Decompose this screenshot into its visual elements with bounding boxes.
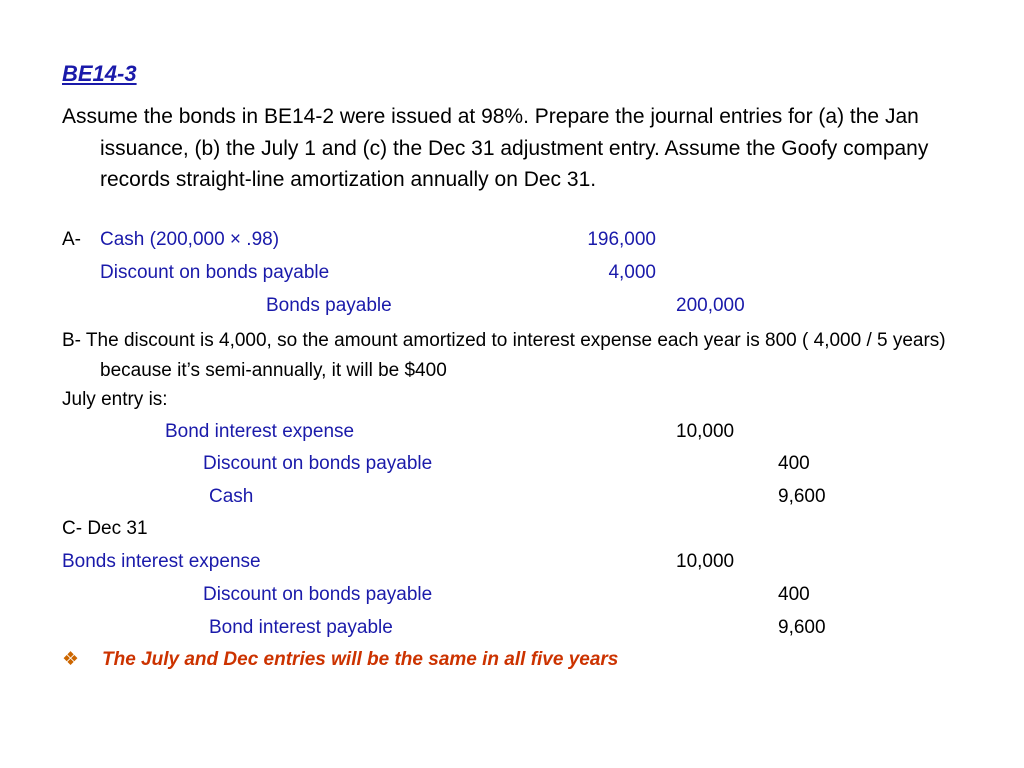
entry-a-debit-2: 4,000 [608, 262, 656, 283]
entry-c-credit-2: 400 [778, 584, 810, 605]
part-b-explanation: B- The discount is 4,000, so the amount amortized to interest expense each year is 800 ( 4,000 / 5 years) because it’s semi-annually, it will be $400 [62, 330, 946, 381]
entry-c-credit-3: 9,600 [778, 617, 826, 638]
part-c-label: C- Dec 31 [62, 518, 148, 539]
entry-b-account-2: Discount on bonds payable [203, 453, 433, 474]
entry-c-debit-1: 10,000 [676, 551, 735, 572]
entry-b-debit-1: 10,000 [676, 421, 735, 442]
summary-note: The July and Dec entries will be the same in all five years [102, 649, 619, 670]
entry-a-account-2: Discount on bonds payable [100, 262, 330, 283]
entry-a-debit-1: 196,000 [587, 229, 656, 250]
entry-c-account-2: Discount on bonds payable [203, 584, 433, 605]
entry-b-account-1: Bond interest expense [165, 421, 355, 442]
slide-title: BE14-3 [62, 61, 137, 86]
problem-statement: Assume the bonds in BE14-2 were issued at 98%. Prepare the journal entries for (a) the Jan issuance, (b) the July 1 and (c) the Dec 31 adjustment entry. Assume the Goofy company records straight-line amortization annually on Dec 31. [62, 105, 929, 191]
entry-b-credit-2: 400 [778, 453, 810, 474]
july-entry-label: July entry is: [62, 389, 168, 410]
entry-c-account-1: Bonds interest expense [62, 551, 261, 572]
diamond-bullet-icon: ❖ [62, 649, 80, 670]
entry-c-account-3: Bond interest payable [209, 617, 393, 638]
entry-a-account-3: Bonds payable [266, 295, 392, 316]
entry-b-account-3: Cash [209, 486, 254, 507]
entry-a-credit-3: 200,000 [676, 295, 745, 316]
entry-b-credit-3: 9,600 [778, 486, 826, 507]
part-a-label: A- [62, 229, 81, 250]
entry-a-account-1: Cash (200,000 × .98) [100, 229, 280, 250]
